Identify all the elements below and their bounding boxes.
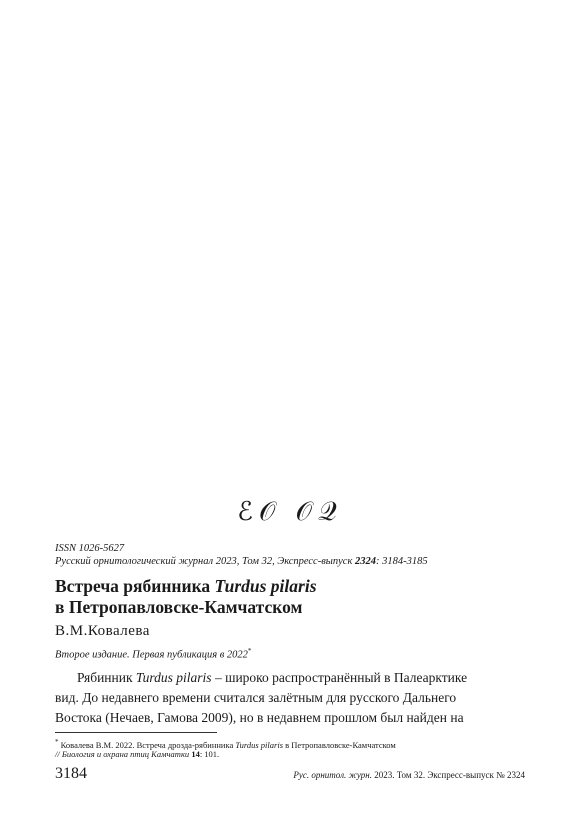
body-line-2: вид. До недавнего времени считался залётным для русского Дальнего [55, 690, 457, 705]
footnote-species: Turdus pilaris [235, 739, 284, 750]
author-name: В.М.Ковалева [55, 623, 150, 639]
footnote-line-2 [55, 748, 219, 760]
ornament-glyphs: ℰ𝒪 𝒪𝒬 [237, 497, 343, 527]
article-body [55, 668, 525, 728]
title-text: Встреча рябинника [55, 576, 215, 596]
edition-note [55, 647, 251, 661]
body-text: Рябинник [77, 670, 136, 685]
body-species: Turdus pilaris [135, 670, 212, 685]
title-species: Turdus pilaris [214, 576, 317, 596]
journal-citation-line [55, 556, 428, 567]
page-range: : 3184-3185 [376, 556, 428, 567]
edition-text: Второе издание. Первая публикация в 2022 [55, 649, 248, 661]
issue-number: 2324 [355, 556, 376, 567]
page-number: 3184 [55, 765, 87, 782]
body-text: – широко распространённый в Палеарктике [211, 670, 468, 685]
footnote-pages: : 101. [199, 749, 220, 759]
footnote-marker: * [247, 647, 252, 655]
footnote-divider [55, 732, 217, 733]
running-journal: Рус. орнитол. журн. [293, 770, 372, 780]
footnote-text: в Петропавловске-Камчатском [283, 739, 396, 750]
footnote-journal: // Биология и охрана птиц Камчатки [55, 749, 192, 759]
body-line-1 [55, 668, 525, 688]
running-footer [293, 770, 525, 780]
running-issue: 2023. Том 32. Экспресс-выпуск № 2324 [371, 770, 525, 780]
title-line-1 [55, 576, 317, 596]
footnote-volume: 14 [191, 749, 200, 759]
footnote-marker: * [55, 738, 59, 746]
article-title [55, 576, 535, 618]
issn-line: ISSN 1026-5627 [55, 543, 125, 554]
footnote-text: Ковалева В.М. 2022. Встреча дрозда-рябинника [58, 739, 236, 750]
body-line-3: Востока (Нечаев, Гамова 2009), но в недавнем прошлом был найден на [55, 710, 464, 725]
title-line-2: в Петропавловске-Камчатском [55, 597, 303, 617]
journal-name: Русский орнитологический журнал 2023, Том 32, Экспресс-выпуск [55, 556, 355, 567]
